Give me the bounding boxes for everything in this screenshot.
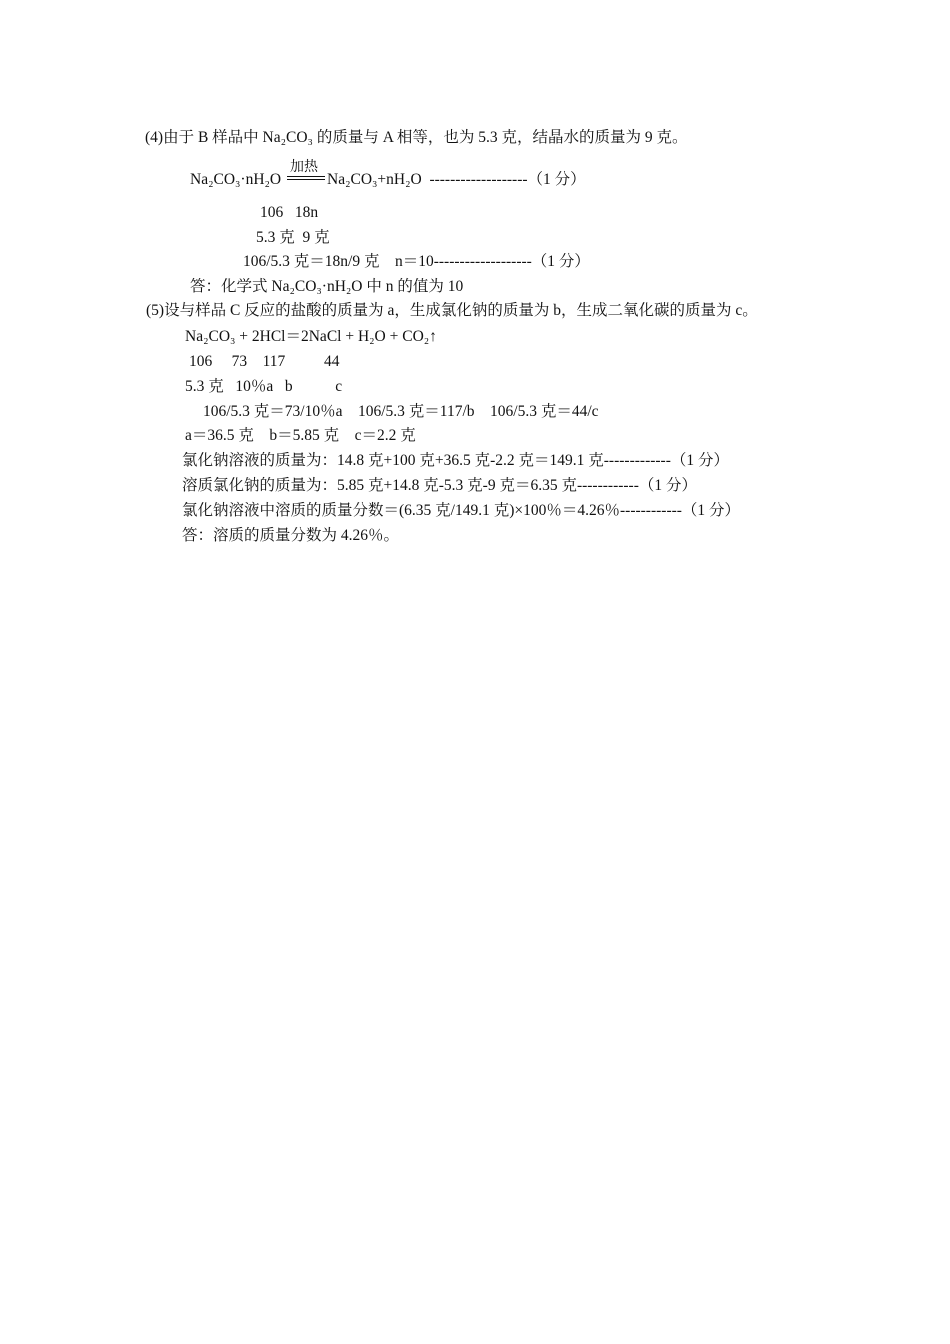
part4-equation-arrow-bottom	[287, 179, 325, 180]
part4-mass-row: 5.3 克 9 克	[256, 229, 330, 246]
part5-mass-row: 5.3 克 10％a b c	[185, 378, 343, 395]
part4-ratio-row: 106 18n	[260, 204, 319, 221]
part4-equation-right: Na₂CO₃+nH₂O -------------------（1 分）	[327, 171, 586, 188]
part5-equation: Na₂CO₃ + 2HCl＝2NaCl + H₂O + CO₂↑	[185, 328, 437, 345]
part4-intro: (4)由于 B 样品中 Na₂CO₃ 的质量与 A 相等，也为 5.3 克，结晶水的质量为 9 克。	[145, 129, 688, 146]
part4-solve-row: 106/5.3 克＝18n/9 克 n＝10-------------------（1 分）	[243, 253, 590, 270]
part4-equation-left: Na₂CO₃·nH₂O	[190, 171, 282, 188]
part5-answer: 答：溶质的质量分数为 4.26％。	[182, 527, 400, 544]
part5-solute-mass: 溶质氯化钠的质量为：5.85 克+14.8 克-5.3 克-9 克＝6.35 克------------（1 分）	[182, 477, 698, 494]
part4-equation-condition: 加热	[290, 160, 318, 175]
part5-values-row: a＝36.5 克 b＝5.85 克 c＝2.2 克	[185, 427, 416, 444]
part5-solve-row: 106/5.3 克＝73/10％a 106/5.3 克＝117/b 106/5.3 克＝44/c	[203, 403, 599, 420]
part5-solution-mass: 氯化钠溶液的质量为：14.8 克+100 克+36.5 克-2.2 克＝149.1 克-------------（1 分）	[182, 452, 729, 469]
part4-equation-arrow-top	[287, 176, 325, 177]
part5-mass-fraction: 氯化钠溶液中溶质的质量分数＝(6.35 克/149.1 克)×100％＝4.26％------------（1 分）	[182, 502, 741, 519]
part5-ratio-row: 106 73 117 44	[189, 353, 340, 370]
part4-answer: 答：化学式 Na₂CO₃·nH₂O 中 n 的值为 10	[190, 278, 464, 295]
part5-intro: (5)设与样品 C 反应的盐酸的质量为 a，生成氯化钠的质量为 b，生成二氧化碳的质量为 c。	[146, 302, 758, 319]
